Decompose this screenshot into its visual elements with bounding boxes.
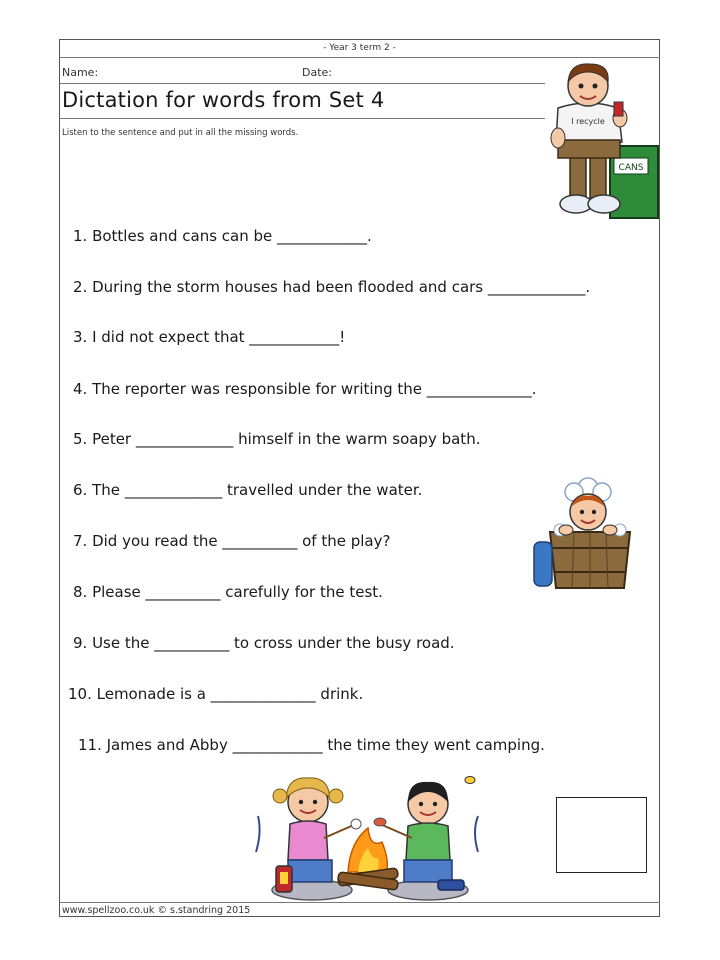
question-8: 8. Please __________ carefully for the test. bbox=[73, 583, 383, 601]
question-11: 11. James and Abby ____________ the time they went camping. bbox=[78, 736, 545, 754]
question-10: 10. Lemonade is a ______________ drink. bbox=[68, 685, 364, 703]
instructions: Listen to the sentence and put in all the missing words. bbox=[62, 128, 299, 138]
campfire-kids-clipart bbox=[248, 772, 488, 902]
answer-box bbox=[556, 797, 647, 873]
term-header: - Year 3 term 2 - bbox=[59, 39, 660, 58]
bath-kid-clipart bbox=[530, 470, 654, 594]
name-rule bbox=[59, 83, 545, 84]
date-label: Date: bbox=[302, 66, 332, 79]
question-6: 6. The _____________ travelled under the water. bbox=[73, 481, 423, 499]
worksheet-title: Dictation for words from Set 4 bbox=[62, 88, 385, 112]
shirt-text: I recycle bbox=[571, 117, 605, 126]
name-label: Name: bbox=[62, 66, 99, 79]
question-9: 9. Use the __________ to cross under the busy road. bbox=[73, 634, 455, 652]
question-7: 7. Did you read the __________ of the play? bbox=[73, 532, 391, 550]
question-5: 5. Peter _____________ himself in the warm soapy bath. bbox=[73, 430, 481, 448]
question-3: 3. I did not expect that ____________! bbox=[73, 328, 346, 346]
recycling-boy-clipart bbox=[548, 58, 660, 220]
bin-label: CANS bbox=[618, 163, 644, 173]
footer-rule bbox=[59, 902, 660, 903]
question-4: 4. The reporter was responsible for writing the ______________. bbox=[73, 380, 537, 398]
footer-credit: www.spellzoo.co.uk © s.standring 2015 bbox=[62, 905, 251, 916]
question-2: 2. During the storm houses had been flooded and cars _____________. bbox=[73, 278, 591, 296]
title-rule bbox=[59, 118, 545, 119]
question-1: 1. Bottles and cans can be ____________. bbox=[73, 227, 372, 245]
